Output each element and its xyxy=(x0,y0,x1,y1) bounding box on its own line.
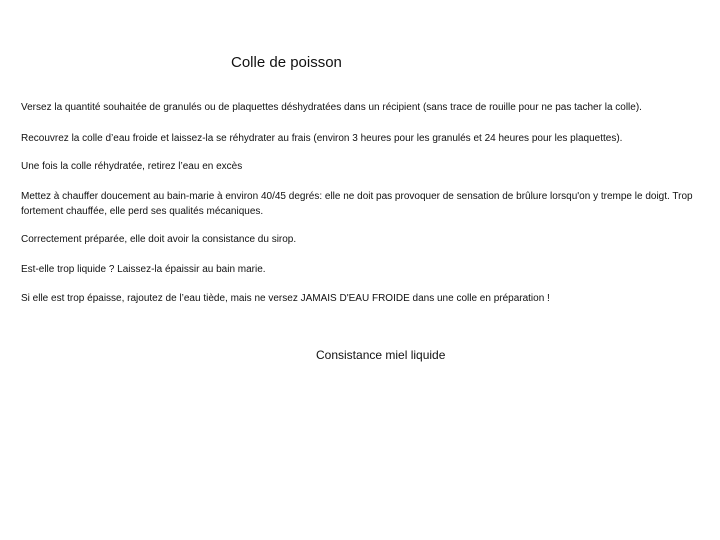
document-title: Colle de poisson xyxy=(231,54,342,71)
paragraph-consistency: Correctement préparée, elle doit avoir la consistance du sirop. xyxy=(21,234,297,245)
paragraph-rehydrate: Recouvrez la colle d’eau froide et laissez-la se réhydrater au frais (environ 3 heures pour les granulés et 24 heures pour les plaquettes). xyxy=(21,133,623,144)
paragraph-remove-water: Une fois la colle réhydratée, retirez l’eau en excès xyxy=(21,161,243,172)
consistency-caption: Consistance miel liquide xyxy=(316,348,446,362)
paragraph-quantity: Versez la quantité souhaitée de granulés ou de plaquettes déshydratées dans un récipient (sans trace de rouille pour ne pas tacher la colle). xyxy=(21,102,642,113)
paragraph-too-liquid: Est-elle trop liquide ? Laissez-la épaissir au bain marie. xyxy=(21,264,266,275)
paragraph-too-thick: Si elle est trop épaisse, rajoutez de l’eau tiède, mais ne versez JAMAIS D'EAU FROIDE dans une colle en préparation ! xyxy=(21,293,550,304)
paragraph-heat: Mettez à chauffer doucement au bain-marie à environ 40/45 degrés: elle ne doit pas provoquer de sensation de brûlure lorsqu'on y trempe le doigt. Trop fortement chauffée, elle perd ses qualités mécaniques. xyxy=(21,191,693,217)
